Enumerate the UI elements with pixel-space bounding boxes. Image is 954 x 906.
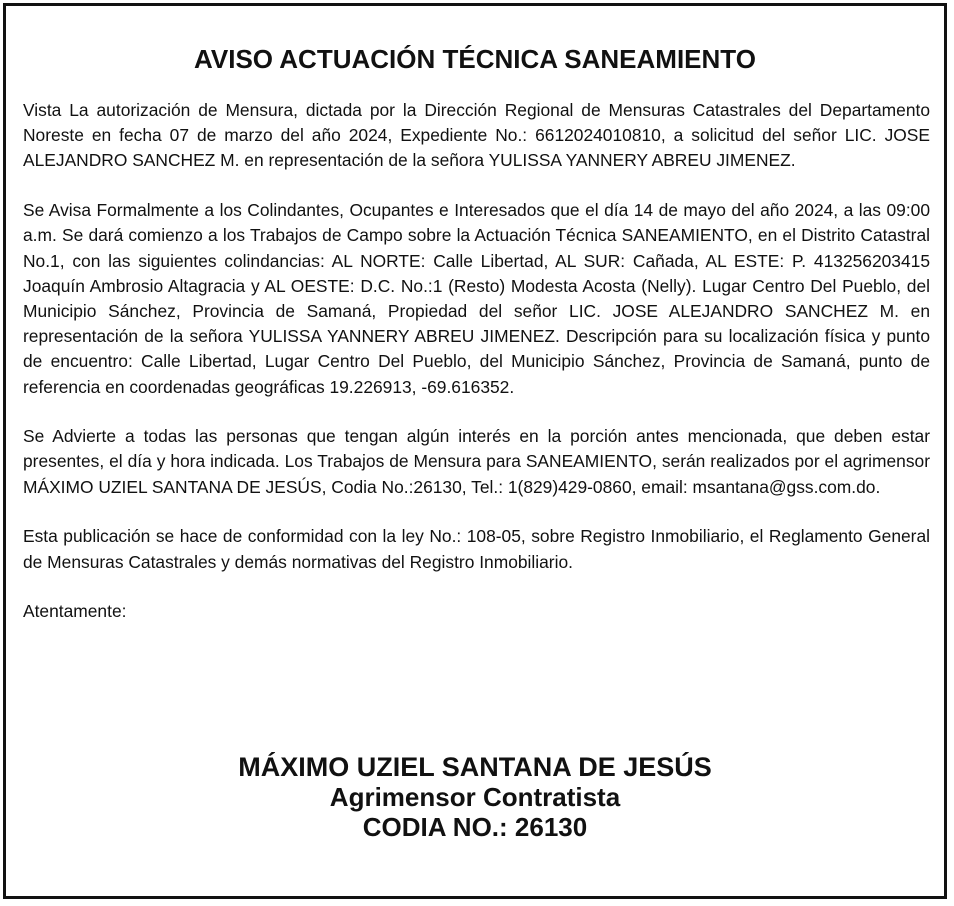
signature-name: MÁXIMO UZIEL SANTANA DE JESÚS	[238, 752, 712, 782]
notice-body	[23, 98, 930, 624]
signature-codia: CODIA NO.: 26130	[362, 812, 588, 842]
paragraph-formal-notice: Se Avisa Formalmente a los Colindantes, Ocupantes e Interesados que el día 14 de mayo del año 2024, a las 09:00 a.m. Se dará comienzo a los Trabajos de Campo sobre la Actuación Técnica SANEAMIENTO, en el Distrito Catastral No.1, con las siguientes colindancias: AL NORTE: Calle Libertad, AL SUR: Cañada, AL ESTE: P. 413256203415 Joaquín Ambrosio Altagracia y AL OESTE: D.C. No.:1 (Resto) Modesta Acosta (Nelly). Lugar Centro Del Pueblo, del Municipio Sánchez, Provincia de Samaná, Propiedad del señor LIC. JOSE ALEJANDRO SANCHEZ M. en representación de la señora YULISSA YANNERY ABREU JIMENEZ. Descripción para su localización física y punto de encuentro: Calle Libertad, Lugar Centro Del Pueblo, del Municipio Sánchez, Provincia de Samaná, punto de referencia en coordenadas geográficas 19.226913, -69.616352.	[23, 200, 930, 397]
notice-title: AVISO ACTUACIÓN TÉCNICA SANEAMIENTO	[194, 44, 756, 74]
paragraph-legal-basis: Esta publicación se hace de conformidad con la ley No.: 108-05, sobre Registro Inmobiliario, el Reglamento General de Mensuras Catastrales y demás normativas del Registro Inmobiliario.	[23, 526, 930, 572]
signature-block	[6, 752, 944, 842]
closing-salutation: Atentamente:	[23, 601, 127, 622]
notice-frame	[3, 3, 947, 899]
signature-role: Agrimensor Contratista	[329, 782, 621, 812]
paragraph-warning: Se Advierte a todas las personas que tengan algún interés en la porción antes mencionada, que deben estar presentes, el día y hora indicada. Los Trabajos de Mensura para SANEAMIENTO, serán realizados por el agrimensor MÁXIMO UZIEL SANTANA DE JESÚS, Codia No.:26130, Tel.: 1(829)429-0860, email: msantana@gss.com.do.	[23, 426, 930, 497]
paragraph-authorization: Vista La autorización de Mensura, dictada por la Dirección Regional de Mensuras Catastrales del Departamento Noreste en fecha 07 de marzo del año 2024, Expediente No.: 6612024010810, a solicitud del señor LIC. JOSE ALEJANDRO SANCHEZ M. en representación de la señora YULISSA YANNERY ABREU JIMENEZ.	[23, 100, 930, 171]
